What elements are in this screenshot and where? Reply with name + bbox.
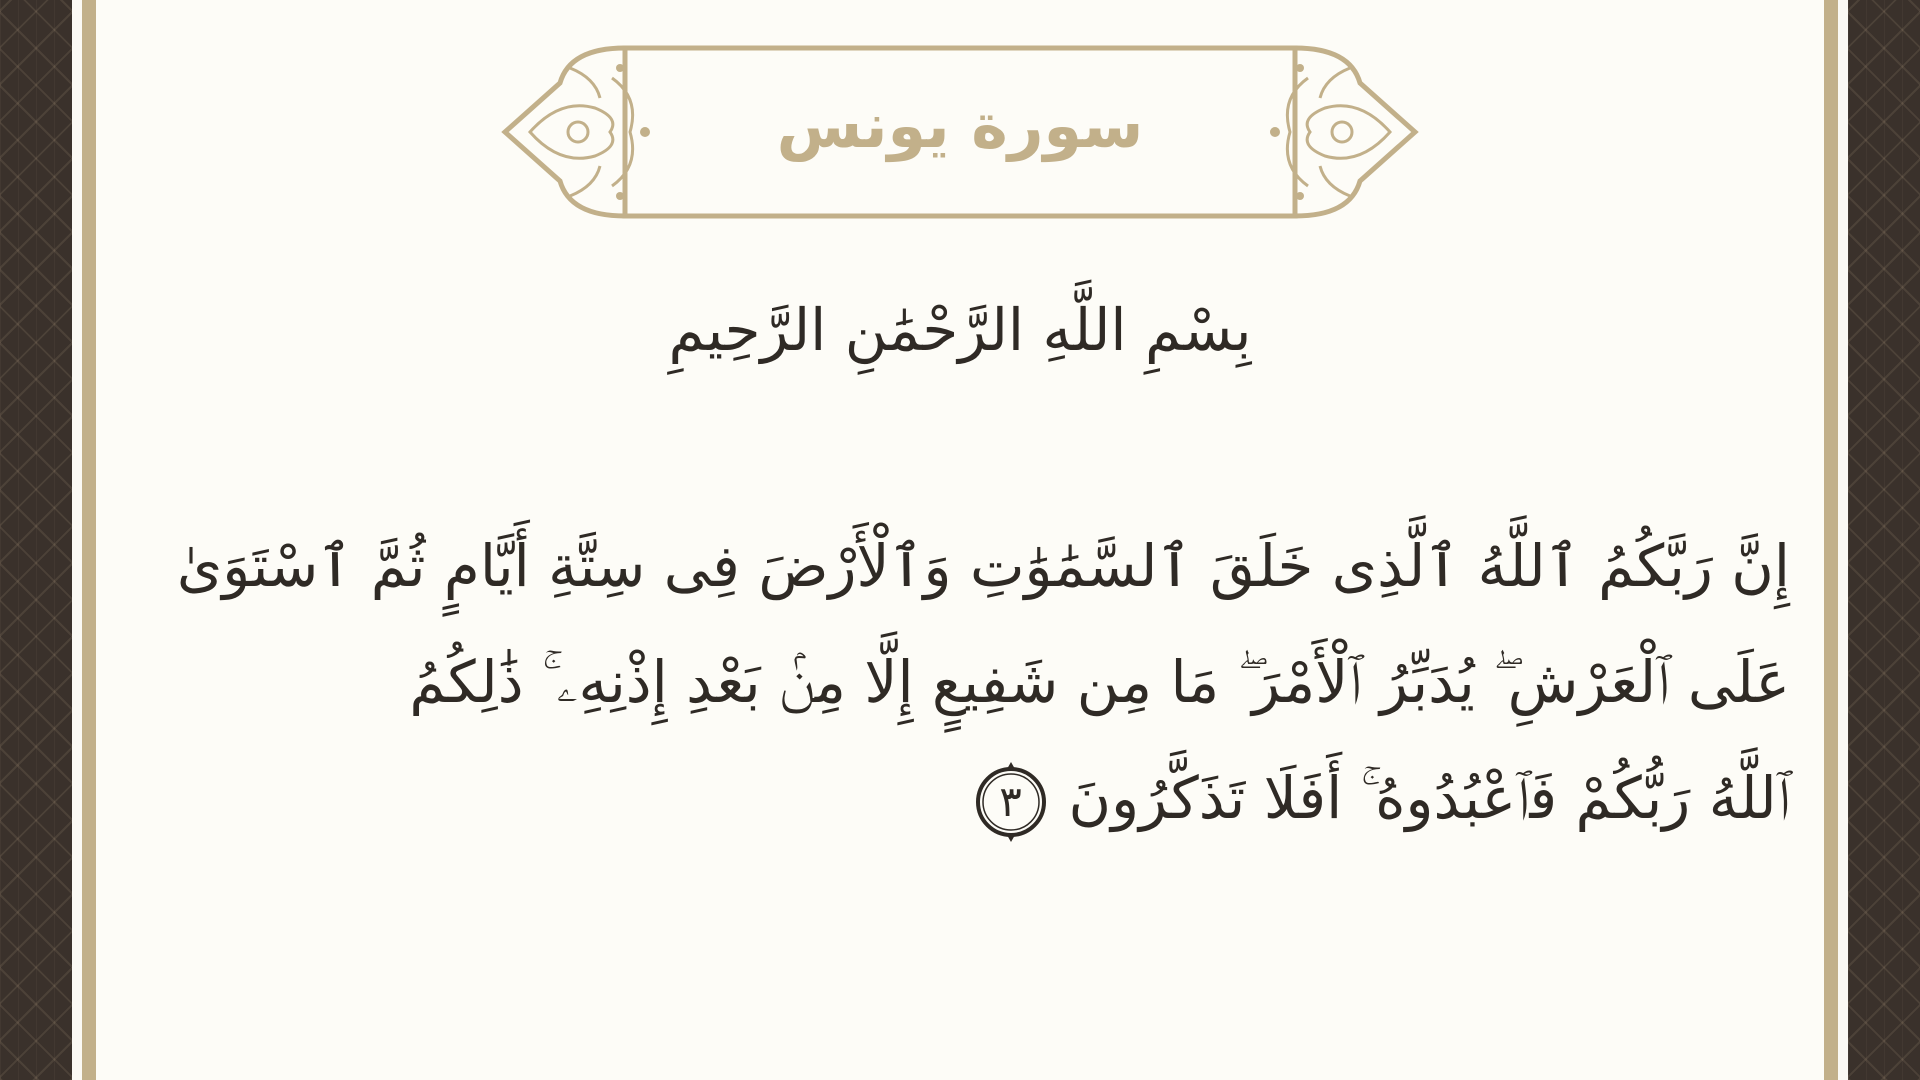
verse-line-2: عَلَى ٱلْعَرْشِ ۖ يُدَبِّرُ ٱلْأَمْرَ ۖ مَا مِن شَفِيعٍ إِلَّا مِنۢ بَعْدِ إِذْنِهِۦ ۚ ذَٰلِكُمُ bbox=[409, 648, 1790, 716]
ayah-end-marker bbox=[971, 762, 1051, 842]
basmala: بِسْمِ اللَّهِ الرَّحْمَٰنِ الرَّحِيمِ bbox=[668, 296, 1252, 364]
verse-text bbox=[176, 508, 1790, 856]
left-border-gap bbox=[72, 0, 82, 1080]
surah-title: سورة يونس bbox=[776, 89, 1144, 162]
verse-line-1: إِنَّ رَبَّكُمُ ٱللَّهُ ٱلَّذِى خَلَقَ ٱلسَّمَٰوَٰتِ وَٱلْأَرْضَ فِى سِتَّةِ أَيَّامٍ ثُمَّ ٱسْتَوَىٰ bbox=[176, 532, 1790, 600]
surah-title-frame bbox=[500, 38, 1420, 228]
ayah-number: ٣ bbox=[999, 776, 1022, 826]
right-border-gap bbox=[1838, 0, 1848, 1080]
right-pattern-border bbox=[1848, 0, 1920, 1080]
left-pattern-border bbox=[0, 0, 72, 1080]
verse-line-3 bbox=[180, 740, 1790, 856]
verse-line-3-text: ٱللَّهُ رَبُّكُمْ فَٱعْبُدُوهُ ۚ أَفَلَا تَذَكَّرُونَ bbox=[1068, 764, 1790, 832]
left-gold-strip bbox=[82, 0, 96, 1080]
right-gold-strip bbox=[1824, 0, 1838, 1080]
